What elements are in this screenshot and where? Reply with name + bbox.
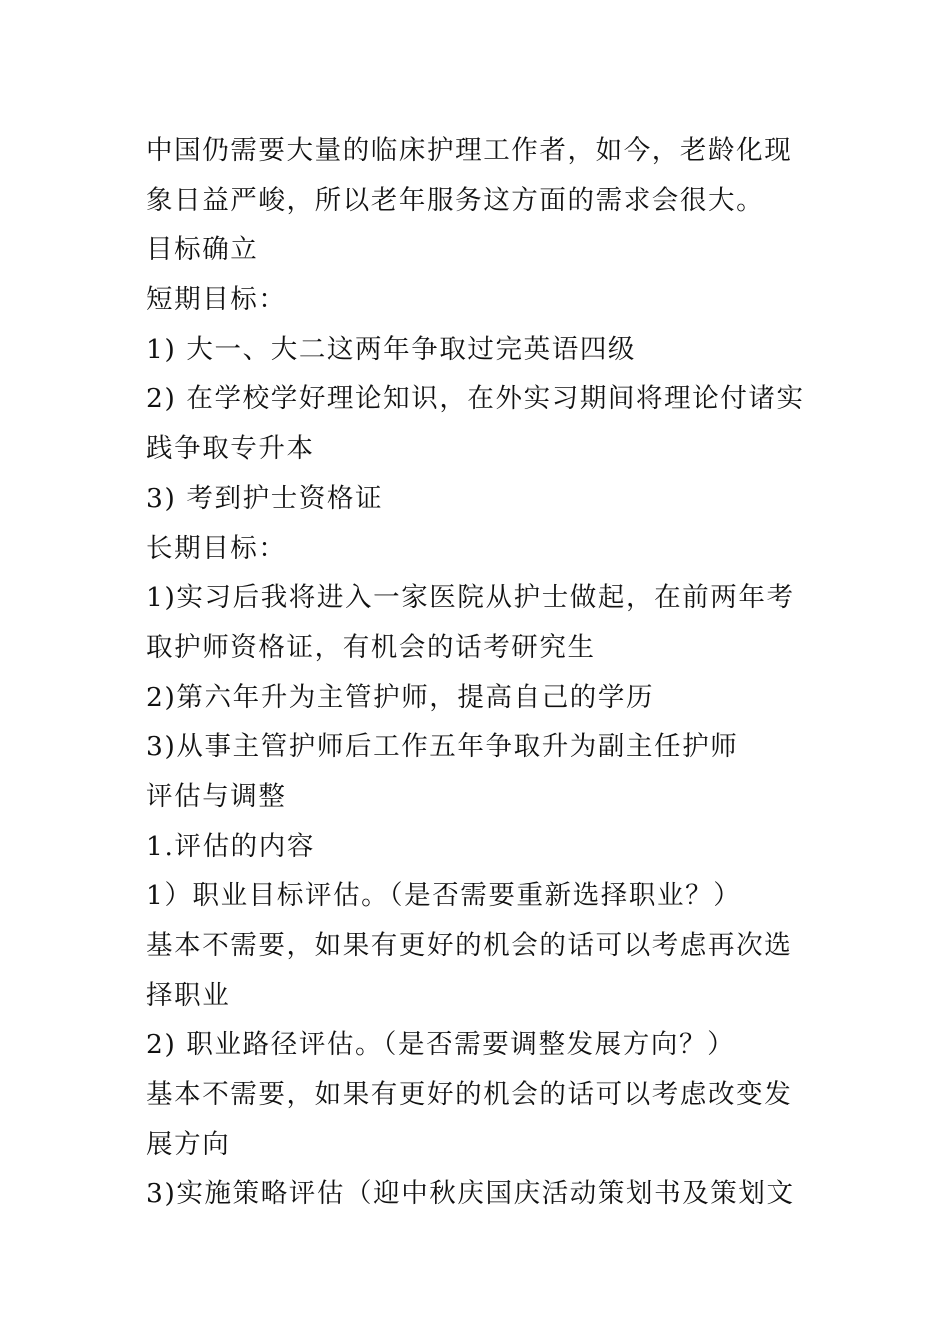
- list-item: 1) 大一、大二这两年争取过完英语四级: [146, 333, 637, 365]
- text-line: 中国仍需要大量的临床护理工作者，如今，老龄化现: [146, 135, 793, 166]
- subsection-heading: 短期目标：: [146, 284, 287, 316]
- subsection-heading: 长期目标：: [146, 532, 287, 564]
- list-item: 3)从事主管护师后工作五年争取升为副主任护师: [146, 731, 739, 763]
- list-item-continuation: 践争取专升本: [146, 433, 315, 465]
- text-line: 择职业: [146, 979, 231, 1011]
- text-line: 展方向: [146, 1128, 231, 1160]
- body-text: [146, 126, 816, 1219]
- text-line: 基本不需要，如果有更好的机会的话可以考虑改变发: [146, 1079, 793, 1111]
- list-item: 1)实习后我将进入一家医院从护士做起，在前两年考: [146, 582, 795, 614]
- section-heading: 评估与调整: [146, 780, 287, 812]
- list-item: 3) 考到护士资格证: [146, 482, 384, 514]
- list-item: 2) 在学校学好理论知识，在外实习期间将理论付诸实: [146, 383, 805, 415]
- text-line: 象日益严峻，所以老年服务这方面的需求会很大。: [146, 184, 765, 216]
- list-item-continuation: 取护师资格证，有机会的话考研究生: [146, 631, 596, 663]
- list-item: 1）职业目标评估。（是否需要重新选择职业？）: [146, 880, 742, 912]
- section-heading: 目标确立: [146, 234, 259, 266]
- list-item: 2)第六年升为主管护师，提高自己的学历: [146, 681, 655, 713]
- text-line: 基本不需要，如果有更好的机会的话可以考虑再次选: [146, 930, 793, 961]
- list-item: 2) 职业路径评估。（是否需要调整发展方向？）: [146, 1029, 736, 1061]
- subsection-heading: 1.评估的内容: [146, 830, 315, 862]
- list-item: 3)实施策略评估（迎中秋庆国庆活动策划书及策划文: [146, 1178, 795, 1210]
